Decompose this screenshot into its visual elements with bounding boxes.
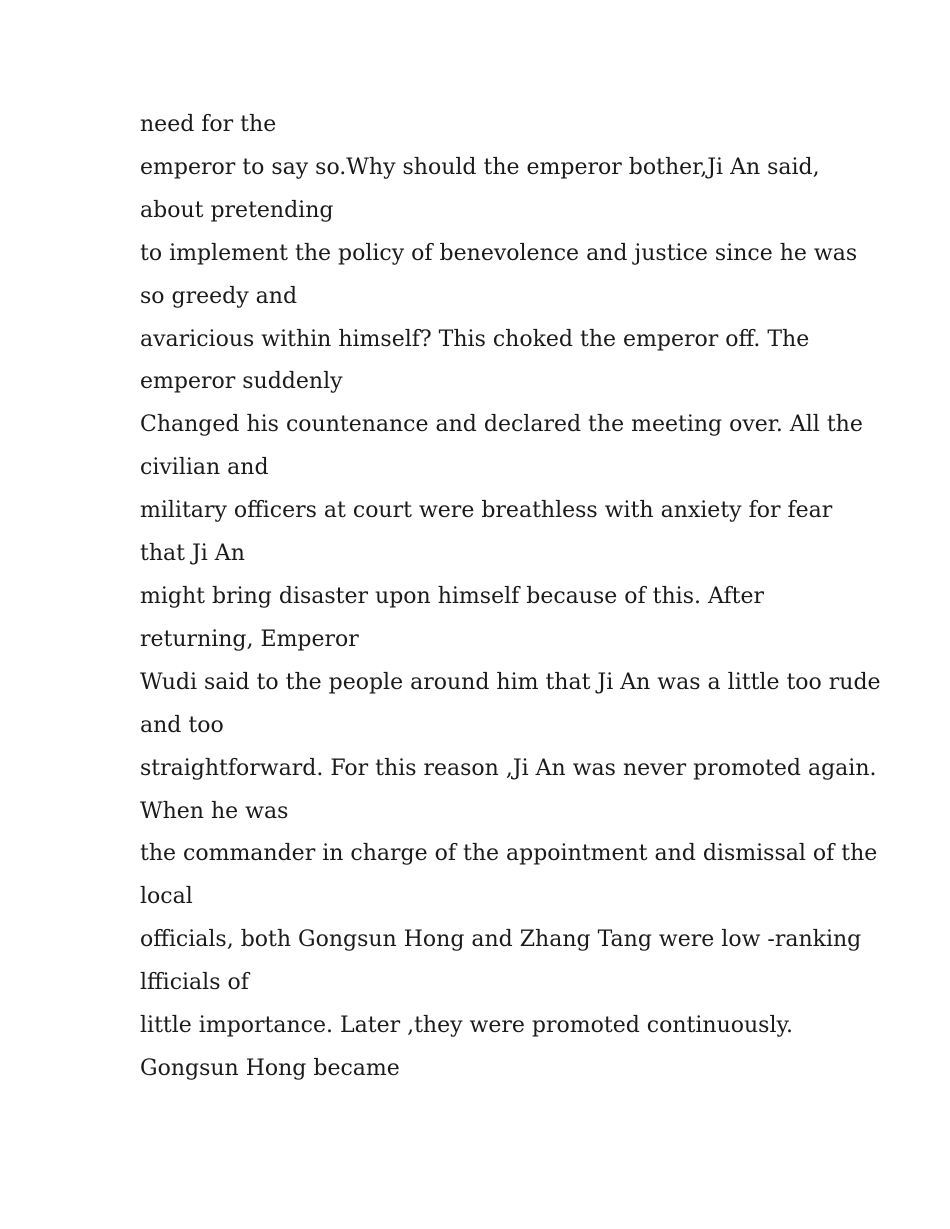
text-line: straightforward. For this reason ,Ji An was never promoted again. [140, 755, 877, 781]
text-line: military officers at court were breathless with anxiety for fear [140, 498, 833, 524]
text-line: that Ji An [140, 541, 245, 567]
text-line: about pretending [140, 197, 334, 223]
text-line: to implement the policy of benevolence and justice since he was [140, 240, 858, 266]
text-line: emperor suddenly [140, 369, 343, 395]
text-line: officials, both Gongsun Hong and Zhang Tang were low -ranking [140, 927, 862, 953]
text-line: Changed his countenance and declared the meeting over. All the [140, 412, 863, 438]
text-line: the commander in charge of the appointment and dismissal of the [140, 841, 878, 867]
text-line: local [140, 884, 193, 910]
text-line: and too [140, 712, 224, 738]
text-line: might bring disaster upon himself because of this. After [140, 583, 764, 609]
text-line: so greedy and [140, 283, 298, 309]
text-line: When he was [140, 798, 289, 824]
text-line: avaricious within himself? This choked the emperor off. The [140, 326, 810, 352]
text-line: need for the [140, 112, 277, 137]
body-text [140, 104, 881, 1091]
text-line: Gongsun Hong became [140, 1055, 400, 1081]
text-line: little importance. Later ,they were promoted continuously. [140, 1013, 793, 1039]
text-line: returning, Emperor [140, 626, 359, 652]
text-line: lfficials of [140, 970, 249, 996]
text-line: emperor to say so.Why should the emperor bother,Ji An said, [140, 154, 820, 180]
text-line: civilian and [140, 455, 269, 481]
text-line: Wudi said to the people around him that Ji An was a little too rude [140, 669, 881, 695]
